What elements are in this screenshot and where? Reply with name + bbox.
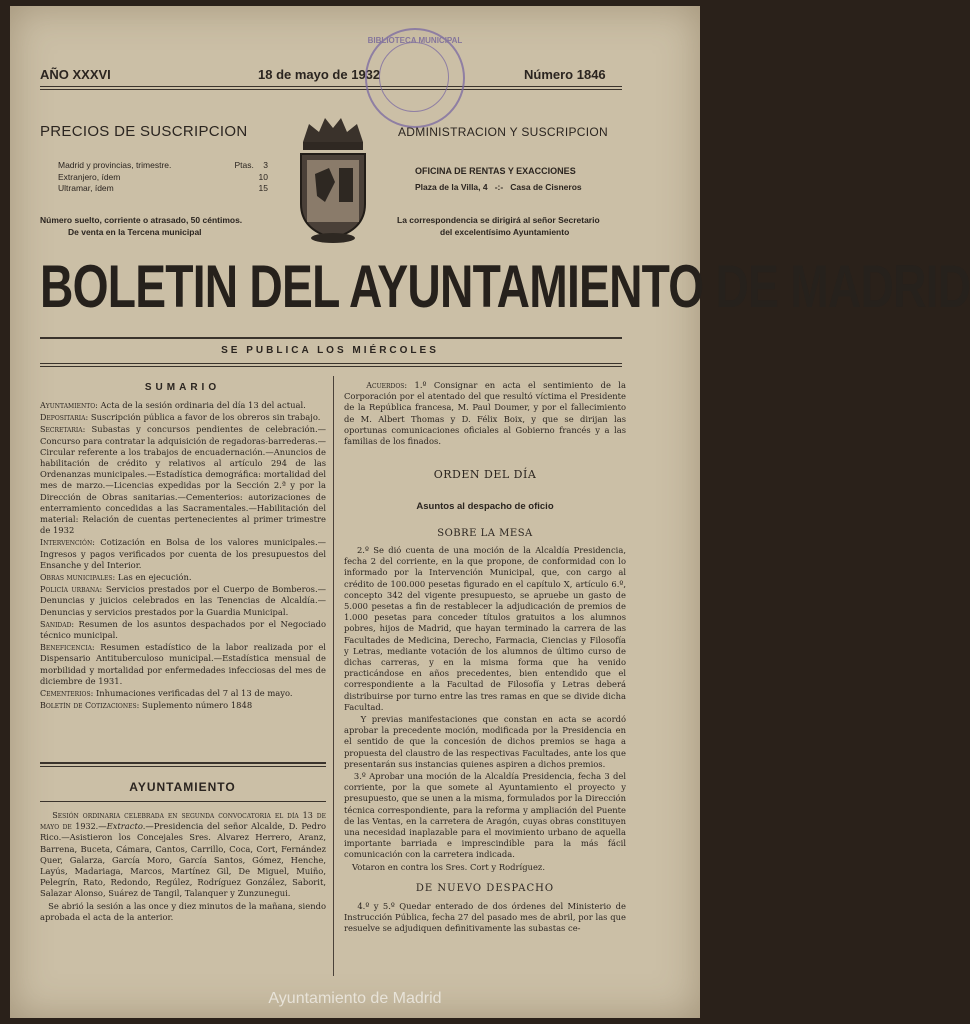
administration-heading: ADMINISTRACION Y SUSCRIPCION: [398, 125, 608, 139]
ayuntamiento-heading: AYUNTAMIENTO: [129, 780, 236, 794]
orden-paragraph: 3.º Aprobar una moción de la Alcaldía Presidencia, fecha 3 del corriente, por la que somete al Ayuntamiento el proyecto y presupuesto, que se unen a la misma, formulados por la Dirección técnica correspondiente, para la reforma y ampliación del Puente de las Ventas, en la carretera de Aragón, cuyas obras constituyen una necesidad inaplazable para el movimiento urbano de aquella importante barriada e imprescindible para la más fácil comunicación con la carretera indicada.: [344, 771, 626, 860]
price-line: Ultramar, ídem 15: [58, 183, 268, 193]
issue-year: AÑO XXXVI: [40, 67, 111, 82]
ayuntamiento-text: [40, 810, 326, 924]
acuerdos-paragraph: Acuerdos: 1.º Consignar en acta el sentimiento de la Corporación por el atentado del que resultó víctima el Presidente de la República francesa, M. Paul Doumer, y por el fallecimiento de M. Albert Thomas y D. Félix Boix, y que se dirijan las oportunas comunicaciones oficiales al Gobierno francés y a las familias de los finados.: [344, 380, 626, 447]
sumario-entry: Cementerios: Inhumaciones verificadas del 7 al 13 de mayo.: [40, 688, 293, 699]
sumario-entry: Depositaria: Suscripción pública a favor de los obreros sin trabajo.: [40, 412, 321, 423]
library-stamp: BIBLIOTECA MUNICIPAL: [365, 28, 465, 128]
subtitle-rule-2: [40, 366, 622, 367]
sumario-list: [40, 400, 326, 712]
orden-text: [344, 545, 626, 874]
sale-note: De venta en la Tercena municipal: [68, 227, 202, 237]
correspondence-note-2: del excelentísimo Ayuntamiento: [440, 227, 570, 237]
section-nuevo-despacho: DE NUEVO DESPACHO: [415, 883, 555, 894]
single-issue-note: Número suelto, corriente o atrasado, 50 céntimos.: [40, 215, 243, 225]
sumario-entry: Intervención: Cotización en Bolsa de los valores municipales.—Ingresos y pagos verificados por cuenta de los presupuestos del Ensanche y del Interior.: [40, 537, 326, 570]
office-name: OFICINA DE RENTAS Y EXACCIONES: [415, 166, 576, 176]
orden-subheading: Asuntos al despacho de oficio: [416, 501, 554, 512]
title-rule: [40, 337, 622, 339]
sumario-entry: Beneficencia: Resumen estadístico de la labor realizada por el Dispensario Antituberculoso municipal.—Estadística mensual de morbilidad y mortalidad por enfermedades infecciosas del mes de diciembre de 1931.: [40, 642, 326, 686]
section-rule-2: [40, 766, 326, 767]
price-line: Extranjero, ídem 10: [58, 171, 268, 182]
orden-paragraph: 2.º Se dió cuenta de una moción de la Alcaldía Presidencia, fecha 2 del corriente, en la que propone, de conformidad con lo informado por la Intervención Municipal, que, con cargo al crédito de 100.000 pesetas figurado en el capítulo X, artículo 6.º, concepto 342 del vigente presupuesto, se apruebe un gasto de 5.000 pesetas a fin de restablecer la adjudicación de premios de 1.000 pesetas para conceder títulos gratuitos a los alumnos pobres, hijos de Madrid, que hayan terminado la carrera de las Facultades de Medicina, Derecho, Farmacia, Ciencias y Filosofía y Letras, mediante votación de los alumnos de último curso de dichas carreras, y en la misma forma que ha venido practicándose en años precedentes, bien entendido que el correspondiente a la Facultad de Filosofía y Letras deberá distribuirse por turno entre las tres ramas en que se divide dicha Facultad.: [344, 545, 626, 712]
masthead-rule: [40, 86, 622, 87]
price-line: Madrid y provincias, trimestre. Ptas. 3: [58, 160, 268, 170]
newspaper-page: [10, 6, 970, 1018]
newspaper-title: BOLETIN DEL AYUNTAMIENTO DE MADRID: [40, 253, 970, 320]
subscription-heading: PRECIOS DE SUSCRIPCION: [40, 123, 248, 140]
issue-date: 18 de mayo de 1932: [258, 67, 381, 82]
sumario-entry: Boletín de Cotizaciones: Suplemento número 1848: [40, 700, 253, 711]
orden-paragraph: Votaron en contra los Sres. Cort y Rodríguez.: [352, 861, 545, 872]
correspondence-note: La correspondencia se dirigirá al señor Secretario: [397, 215, 600, 225]
coat-of-arms-icon: [295, 112, 371, 248]
office-address: Plaza de la Villa, 4 -:- Casa de Cisneros: [415, 182, 582, 192]
heading-rule: [40, 801, 326, 802]
publication-frequency: SE PUBLICA LOS MIÉRCOLES: [221, 345, 439, 356]
watermark: Ayuntamiento de Madrid: [268, 990, 442, 1007]
sumario-heading: SUMARIO: [144, 382, 221, 393]
orden-heading: ORDEN DEL DÍA: [433, 468, 537, 481]
session-paragraph: Sesión ordinaria celebrada en segunda convocatoria el día 13 de mayo de 1932.—Extracto.—Presidencia del señor Alcalde, D. Pedro Rico.—Asistieron los Concejales Sres. Alvarez Herrero, Aranz, Barrena, Buceta, Cámara, Cantos, Carrillo, Coca, Cort, Fernández Quer, Galarza, García Moro, García Santos, Gómez, Henche, Layús, Madariaga, Marcos, Martínez Gil, De Miguel, Muiño, Pelegrín, Rato, Redondo, Regúlez, Rodríguez González, Saborit, Salazar Alonso, Suárez de Tangil, Talanquer y Zunzunegui.: [40, 811, 326, 899]
sumario-entry: Secretaria: Subastas y concursos pendientes de celebración.—Concurso para contratar la adquisición de regadoras-barrederas.—Circular referente a los trabajos de encuadernación.—Anuncios de habilitación de crédito y relativos al artículo 294 de las Ordenanzas municipales.—Estadística demográfica: mortalidad del mes de marzo.—Licencias expedidas por la Sección 2.ª y por la Dirección de Obras sanitarias.—Cementerios: autorizaciones de enterramiento concedidas a las Sacramentales.—Habilitación del material: Relación de cuentas pertenecientes al primer trimestre de 1932: [40, 424, 326, 536]
section-sobre-la-mesa: SOBRE LA MESA: [437, 528, 533, 539]
price-list: [58, 160, 268, 195]
masthead-rule-2: [40, 89, 622, 90]
opening-paragraph: Se abrió la sesión a las once y diez minutos de la mañana, siendo aprobada el acta de la anterior.: [40, 900, 326, 922]
sumario-entry: Ayuntamiento: Acta de la sesión ordinaria del día 13 del actual.: [40, 400, 306, 410]
nuevo-despacho-text: 4.º y 5.º Quedar enterado de dos órdenes del Ministerio de Instrucción Pública, fecha 27 del pasado mes de abril, por las que resuelve se adjudiquen definitivamente las subastas ce-: [344, 901, 626, 934]
orden-paragraph: Y previas manifestaciones que constan en acta se acordó aprobar la precedente moción, modificada por la Presidencia en el sentido de que la concesión de dichos premios se haga a propuesta del claustro de las respectivas Facultades, ante los que presentarán sus instancias quienes aspiren a dichos premios.: [344, 714, 626, 769]
column-divider: [333, 376, 334, 976]
section-rule: [40, 762, 326, 764]
issue-number: Número 1846: [524, 67, 606, 82]
subtitle-rule: [40, 363, 622, 364]
sumario-entry: Policía urbana: Servicios prestados por el Cuerpo de Bomberos.—Denuncias y juicios celebrados en las Tenencias de Alcaldía.—Denuncias y servicios prestados por la Guardia Municipal.: [40, 584, 326, 617]
sumario-entry: Sanidad: Resumen de los asuntos despachados por el Negociado técnico municipal.: [40, 618, 326, 641]
sumario-entry: Obras municipales: Las en ejecución.: [40, 572, 192, 583]
